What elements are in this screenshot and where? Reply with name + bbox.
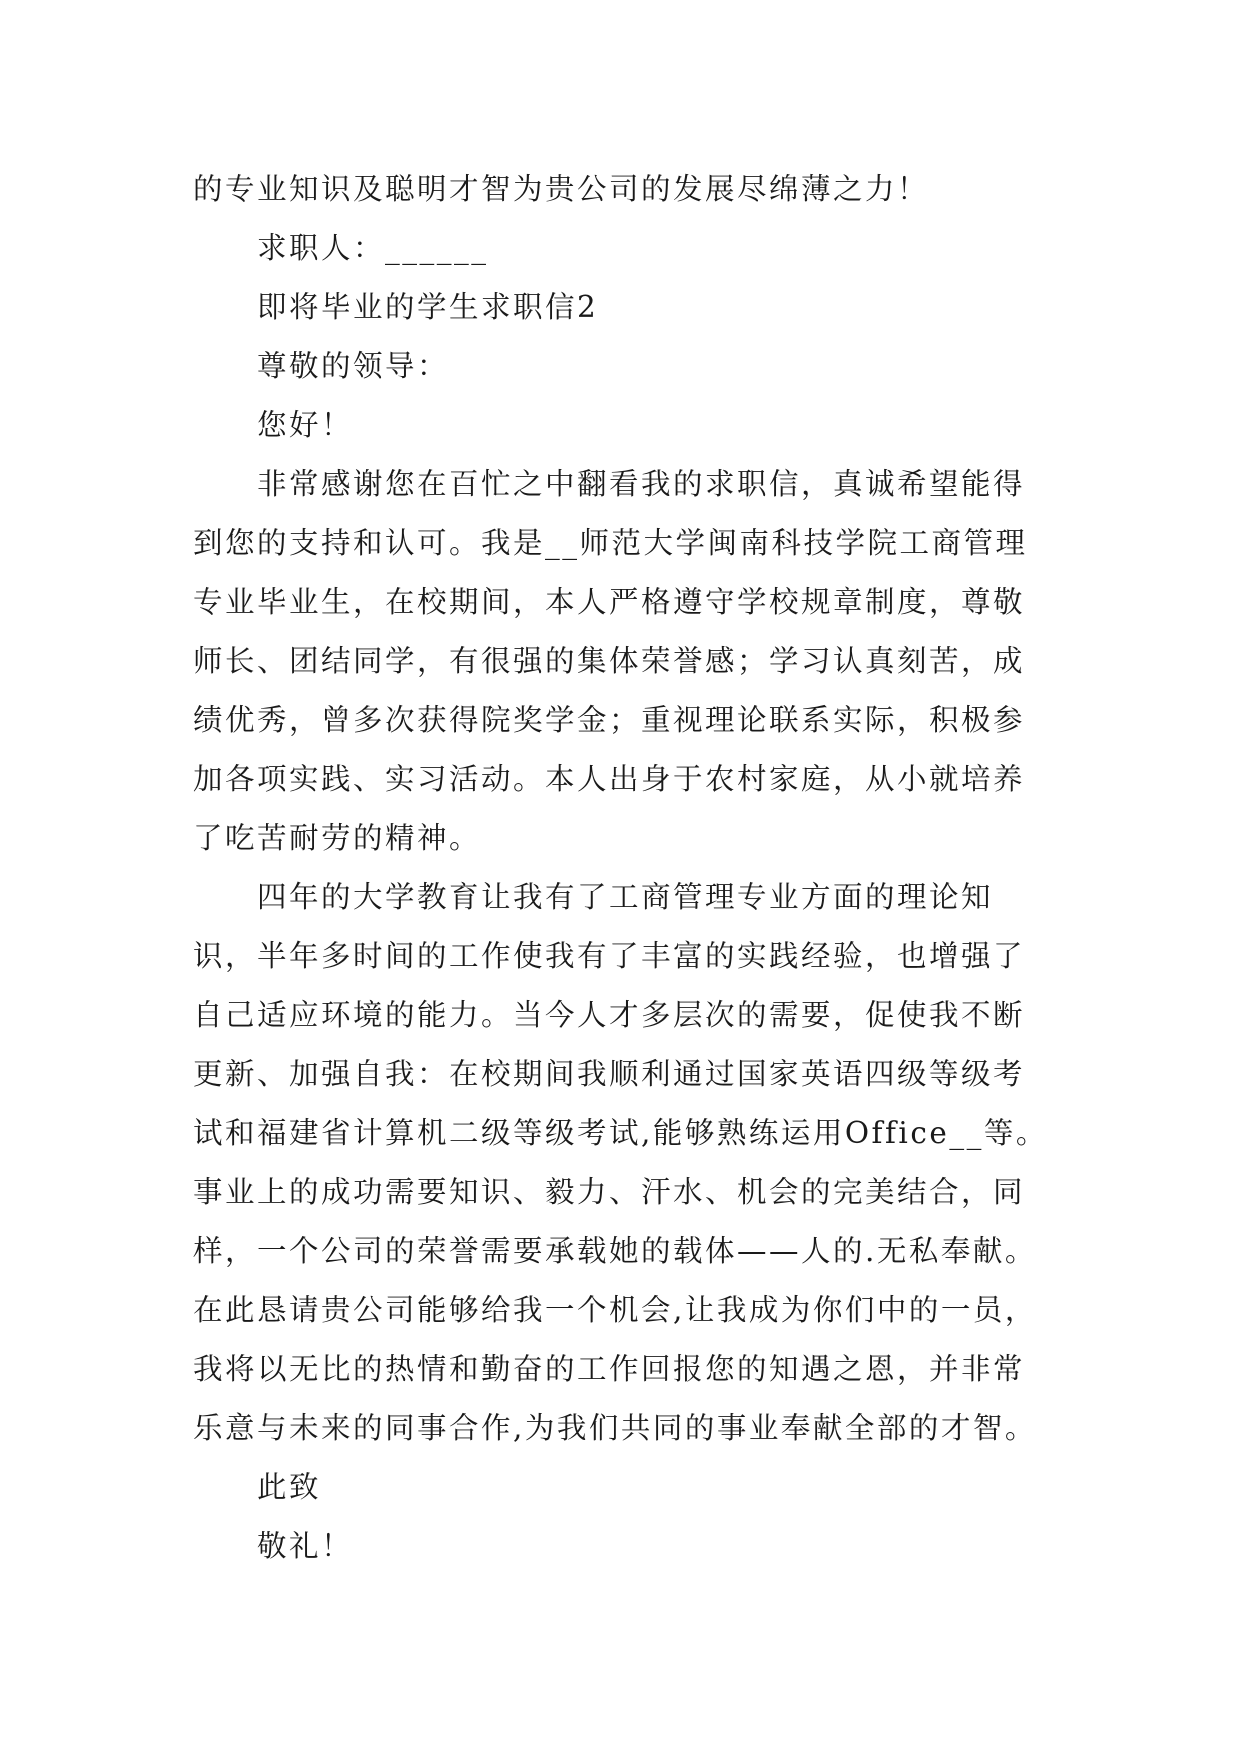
text-line: 乐意与未来的同事合作,为我们共同的事业奉献全部的才智。 bbox=[193, 1411, 1037, 1445]
closing: 此致 bbox=[257, 1470, 322, 1504]
text-line: 了吃苦耐劳的精神。 bbox=[193, 821, 482, 855]
text-line: 绩优秀，曾多次获得院奖学金；重视理论联系实际，积极参 bbox=[193, 703, 1026, 737]
text-line: 到您的支持和认可。我是__师范大学闽南科技学院工商管理 bbox=[193, 526, 1028, 560]
text-line: 自己适应环境的能力。当今人才多层次的需要，促使我不断 bbox=[193, 998, 1026, 1032]
letter-body bbox=[193, 160, 1073, 1576]
text-line: 试和福建省计算机二级等级考试,能够熟练运用Office__等。 bbox=[193, 1116, 1048, 1150]
text-line: 样，一个公司的荣誉需要承载她的载体——人的.无私奉献。 bbox=[193, 1234, 1037, 1268]
letter-title: 即将毕业的学生求职信2 bbox=[257, 290, 599, 324]
text-line: 非常感谢您在百忙之中翻看我的求职信，真诚希望能得 bbox=[257, 467, 1026, 501]
text-line: 专业毕业生，在校期间，本人严格遵守学校规章制度，尊敬 bbox=[193, 585, 1026, 619]
text-line: 师长、团结同学，有很强的集体荣誉感；学习认真刻苦，成 bbox=[193, 644, 1026, 678]
salutation: 尊敬的领导： bbox=[257, 349, 450, 383]
text-line: 在此恳请贵公司能够给我一个机会,让我成为你们中的一员， bbox=[193, 1293, 1037, 1327]
closing-salute: 敬礼！ bbox=[257, 1529, 354, 1563]
text-line: 求职人：______ bbox=[257, 231, 489, 265]
text-line: 的专业知识及聪明才智为贵公司的发展尽绵薄之力！ bbox=[193, 172, 930, 206]
text-line: 加各项实践、实习活动。本人出身于农村家庭，从小就培养 bbox=[193, 762, 1026, 796]
text-line: 事业上的成功需要知识、毅力、汗水、机会的完美结合，同 bbox=[193, 1175, 1026, 1209]
text-line: 我将以无比的热情和勤奋的工作回报您的知遇之恩，并非常 bbox=[193, 1352, 1026, 1386]
text-line: 识，半年多时间的工作使我有了丰富的实践经验，也增强了 bbox=[193, 939, 1026, 973]
text-line: 更新、加强自我：在校期间我顺利通过国家英语四级等级考 bbox=[193, 1057, 1026, 1091]
text-line: 四年的大学教育让我有了工商管理专业方面的理论知 bbox=[257, 880, 994, 914]
greeting: 您好！ bbox=[257, 408, 354, 442]
